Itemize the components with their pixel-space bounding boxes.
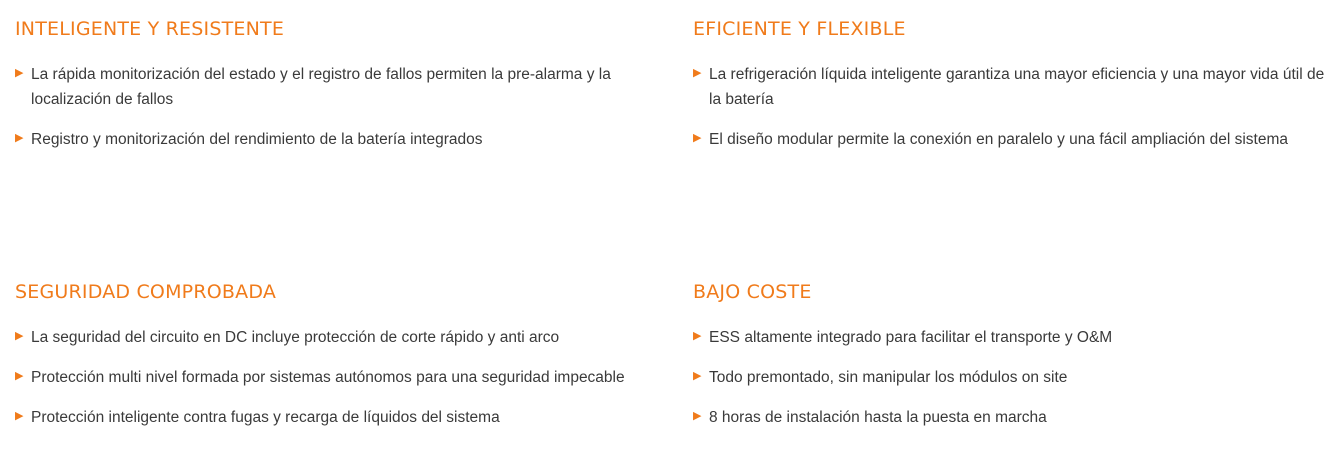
bullet-text: La rápida monitorización del estado y el registro de fallos permiten la pre-alarma y la localización de fallos	[31, 66, 611, 108]
feature-bajo-coste	[693, 279, 1333, 445]
feature-seguridad-comprobada	[15, 279, 645, 445]
triangle-right-icon: ▶	[693, 330, 702, 342]
feature-bullet-list	[15, 62, 645, 152]
list-item	[15, 405, 645, 430]
triangle-right-icon: ▶	[693, 132, 702, 144]
list-item	[693, 325, 1333, 350]
triangle-right-icon: ▶	[15, 330, 24, 342]
feature-title: SEGURIDAD COMPROBADA	[15, 281, 277, 303]
list-item	[693, 365, 1333, 390]
list-item	[15, 62, 645, 112]
feature-bullet-list	[693, 62, 1333, 152]
list-item	[15, 127, 645, 152]
bullet-text: La seguridad del circuito en DC incluye protección de corte rápido y anti arco	[31, 329, 560, 346]
list-item	[693, 405, 1333, 430]
feature-title: INTELIGENTE Y RESISTENTE	[15, 18, 285, 40]
triangle-right-icon: ▶	[693, 67, 702, 79]
bullet-text: El diseño modular permite la conexión en paralelo y una fácil ampliación del sistema	[709, 131, 1288, 148]
triangle-right-icon: ▶	[15, 67, 24, 79]
triangle-right-icon: ▶	[693, 410, 702, 422]
bullet-text: Todo premontado, sin manipular los módulos on site	[709, 369, 1068, 386]
bullet-text: Protección multi nivel formada por sistemas autónomos para una seguridad impecable	[31, 369, 625, 386]
bullet-text: La refrigeración líquida inteligente garantiza una mayor eficiencia y una mayor vida útil de la batería	[709, 66, 1325, 108]
bullet-text: Protección inteligente contra fugas y recarga de líquidos del sistema	[31, 409, 500, 426]
bullet-text: Registro y monitorización del rendimiento de la batería integrados	[31, 131, 483, 148]
feature-eficiente-flexible	[693, 16, 1333, 167]
triangle-right-icon: ▶	[693, 370, 702, 382]
triangle-right-icon: ▶	[15, 410, 24, 422]
feature-inteligente-resistente	[15, 16, 645, 167]
triangle-right-icon: ▶	[15, 370, 24, 382]
list-item	[693, 127, 1333, 152]
feature-title: EFICIENTE Y FLEXIBLE	[693, 18, 906, 40]
list-item	[693, 62, 1333, 112]
list-item	[15, 365, 645, 390]
triangle-right-icon: ▶	[15, 132, 24, 144]
list-item	[15, 325, 645, 350]
feature-bullet-list	[693, 325, 1333, 430]
feature-title: BAJO COSTE	[693, 281, 812, 303]
bullet-text: 8 horas de instalación hasta la puesta en marcha	[709, 409, 1047, 426]
feature-bullet-list	[15, 325, 645, 430]
bullet-text: ESS altamente integrado para facilitar el transporte y O&M	[709, 329, 1113, 346]
